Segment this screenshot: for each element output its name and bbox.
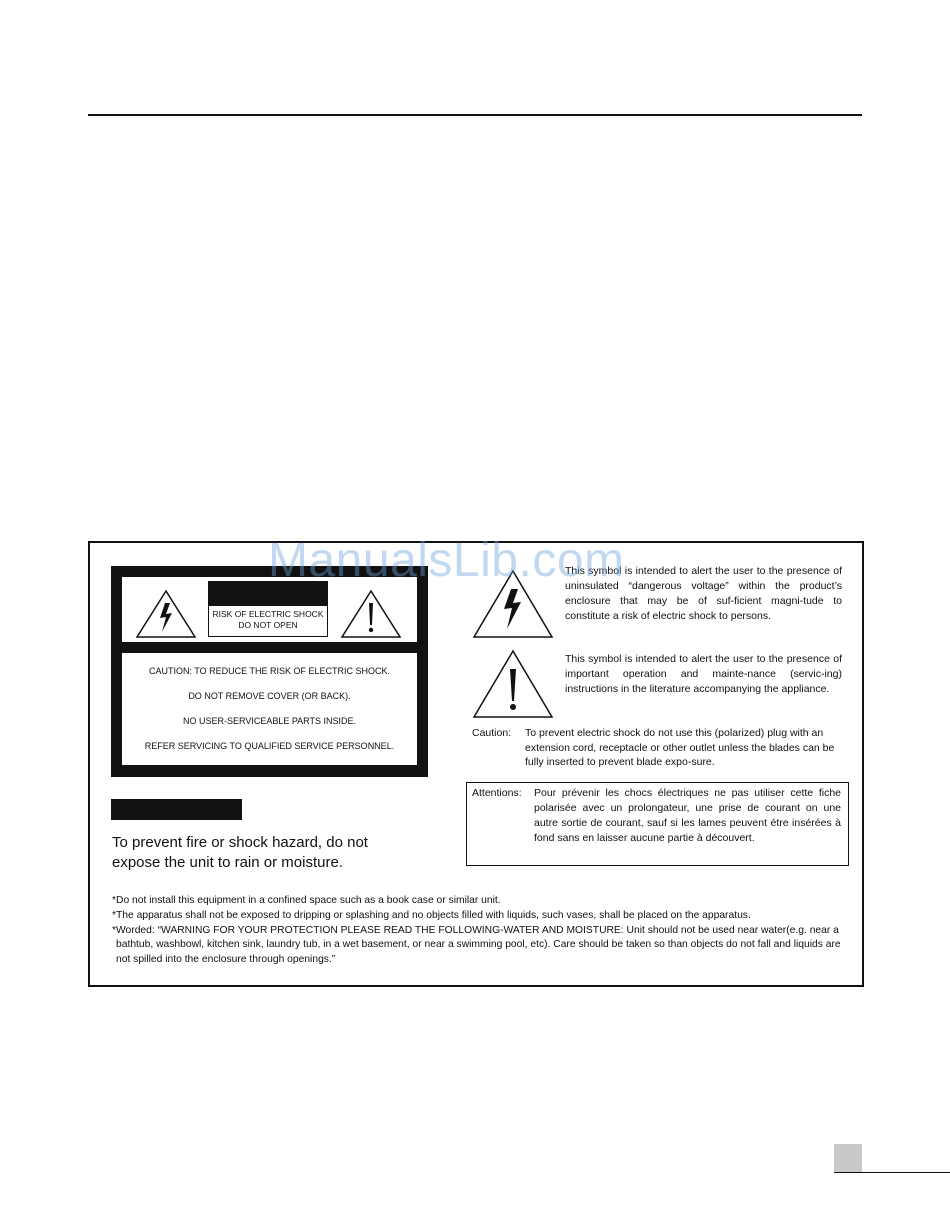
plug-caution-label: Caution: [472, 727, 512, 739]
warning-heading-bar [111, 799, 242, 820]
page-number-box [834, 1144, 862, 1172]
caution-label-body [122, 653, 417, 765]
plug-caution-text: To prevent electric shock do not use this (polarized) plug with an extension cord, receptacle or other outlet unless the blades can be fully inserted to prevent blade expo-sure. [525, 727, 835, 768]
footnote: *The apparatus shall not be exposed to dripping or splashing and no objects filled with liquids, such vases, shall be placed on the apparatus. [112, 909, 751, 921]
footnotes [112, 894, 847, 968]
attentions-label: Attentions: [472, 787, 522, 799]
shock-line-2: DO NOT OPEN [238, 620, 298, 630]
footnote: *Worded: “WARNING FOR YOUR PROTECTION PLEASE READ THE FOLLOWING-WATER AND MOISTURE: Unit should not be used near water(e.g. near a bathtub, washbowl, kitchen sink, laundry tub, in a wet basement, or near a swimming pool, etc). Care should be taken so than objects do not fall and liquids are not spilled into the enclosure through openings.” [112, 924, 841, 966]
shock-notice-box [208, 581, 328, 637]
attentions-text: Pour prévenir les chocs électriques ne pas utiliser cette fiche polarisée avec un prolongateur, une prise de courant on une autre sortie de courant, sauf si les lames peuvent étre insérées à fond sans en laisser aucune partie à découvert. [534, 787, 841, 844]
attentions-box [466, 782, 849, 866]
lightning-symbol-text: This symbol is intended to alert the user to the presence of uninsulated “dangerous voltage” within the product’s enclosure that may be of suf-ficient magni-tude to constitute a risk of electric shock to persons. [565, 565, 842, 622]
caution-line: REFER SERVICING TO QUALIFIED SERVICE PERSONNEL. [144, 741, 395, 751]
caution-line: CAUTION: TO REDUCE THE RISK OF ELECTRIC SHOCK. [148, 666, 391, 676]
exclamation-symbol-icon [472, 649, 554, 719]
lightning-warning-icon [135, 589, 197, 639]
fire-shock-warning: To prevent fire or shock hazard, do not expose the unit to rain or moisture. [112, 834, 368, 871]
plug-caution [472, 726, 842, 770]
caution-line: DO NOT REMOVE COVER (OR BACK). [188, 691, 351, 701]
caution-label [111, 566, 428, 777]
shock-line-1: RISK OF ELECTRIC SHOCK [212, 609, 324, 619]
caution-line: NO USER-SERVICEABLE PARTS INSIDE. [182, 716, 357, 726]
footer-rule [834, 1172, 950, 1173]
exclamation-warning-icon [340, 589, 402, 639]
exclamation-symbol-text: This symbol is intended to alert the user to the presence of important operation and mainte-nance (servic-ing) instructions in the literature accompanying the appliance. [565, 653, 842, 695]
safety-panel [88, 541, 864, 987]
footnote: *Do not install this equipment in a confined space such as a book case or similar unit. [112, 895, 501, 906]
watermark: ManualsLib.com [268, 534, 625, 587]
header-rule [88, 114, 862, 116]
